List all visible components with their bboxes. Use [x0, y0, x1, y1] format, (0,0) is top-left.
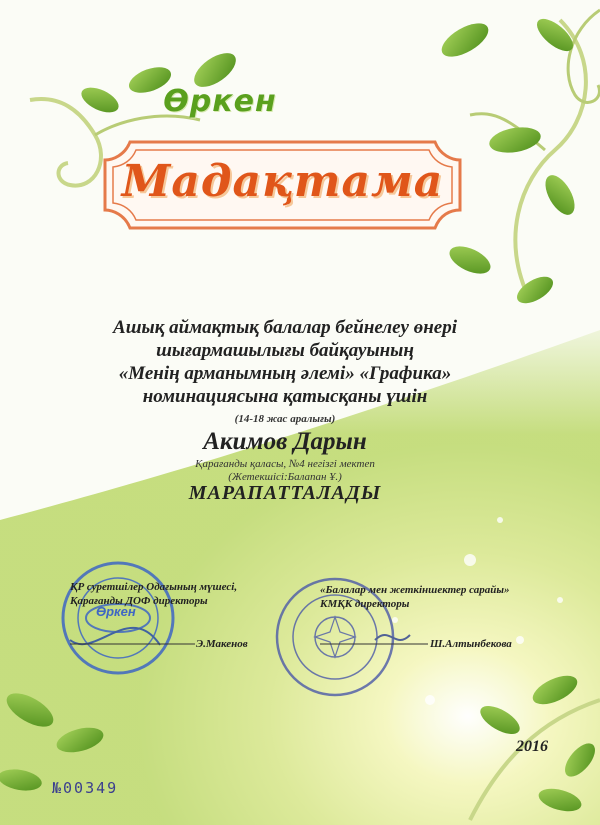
right-signatory-title: [320, 583, 560, 611]
right-signatory-line-1: «Балалар мен жеткіншектер сарайы»: [320, 584, 510, 596]
age-range: (14-18 жас аралығы): [234, 413, 336, 425]
recipient-name: Акимов Дарын: [203, 428, 367, 455]
award-text: МАРАПАТТАЛАДЫ: [188, 482, 382, 504]
certificate-body: [70, 316, 500, 431]
teacher-name: (Жетекшісі:Балапан Ұ.): [228, 471, 342, 483]
right-signatory-line-2: КМҚК директоры: [320, 598, 410, 610]
body-line-2: шығармашылығы байқауының: [156, 340, 414, 361]
left-stamp-label: Өркен: [96, 604, 136, 619]
body-line-4: номинациясына қатысқаны үшін: [142, 386, 428, 407]
body-line-1: Ашық аймақтық балалар бейнелеу өнері: [113, 317, 457, 338]
right-signatory-name: Ш.Алтынбекова: [430, 638, 512, 650]
left-signatory-line-1: ҚР суретшілер Одағының мүшесі,: [70, 581, 238, 593]
body-line-3: «Менің арманымның әлемі» «Графика»: [118, 363, 452, 384]
left-signatory-line-2: Қарағанды ДОФ директоры: [70, 595, 208, 607]
year: 2016: [516, 738, 548, 755]
school-name: Қарағанды қаласы, №4 негізгі мектеп: [195, 458, 375, 470]
brand-logo: Өркен: [163, 84, 277, 119]
certificate-title: Мадақтама: [121, 156, 444, 207]
left-signatory-name: Э.Макенов: [196, 638, 248, 650]
certificate-number: №00349: [52, 779, 119, 797]
